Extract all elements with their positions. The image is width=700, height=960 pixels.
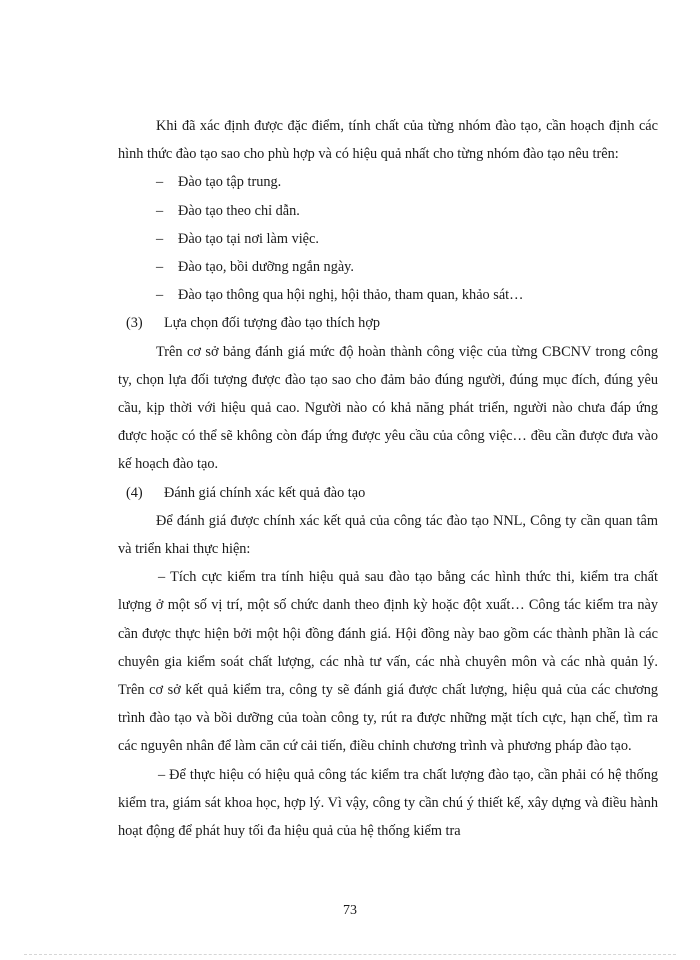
body-text bbox=[118, 112, 658, 845]
bullet-text: Đào tạo theo chỉ dẫn. bbox=[178, 202, 300, 219]
section-number: (3) bbox=[126, 315, 143, 332]
section4-paragraph: Để đánh giá được chính xác kết quả của công tác đào tạo NNL, Công ty cần quan tâm và triển khai thực hiện: bbox=[118, 512, 658, 558]
page-bottom-divider bbox=[24, 954, 676, 955]
intro-paragraph: Khi đã xác định được đặc điểm, tính chất của từng nhóm đào tạo, cần hoạch định các hình thức đào tạo sao cho phù hợp và có hiệu quả nhất cho từng nhóm đào tạo nêu trên: bbox=[118, 118, 658, 163]
bullet-text: Đào tạo tại nơi làm việc. bbox=[178, 230, 319, 247]
bullet-marker: – bbox=[156, 202, 164, 219]
bullet-text: Đào tạo thông qua hội nghị, hội thảo, tham quan, khảo sát… bbox=[178, 287, 524, 304]
bullet-text: Đào tạo tập trung. bbox=[178, 174, 282, 191]
bullet-text: Đào tạo, bồi dưỡng ngắn ngày. bbox=[178, 259, 354, 276]
bullet-item bbox=[118, 281, 658, 309]
section-number: (4) bbox=[126, 484, 143, 501]
section-title: Lựa chọn đối tượng đào tạo thích hợp bbox=[164, 315, 381, 332]
section4-item-2: – Để thực hiệu có hiệu quả công tác kiểm tra chất lượng đào tạo, cần phải có hệ thống kiểm tra, giám sát khoa học, hợp lý. Vì vậy, công ty cần chú ý thiết kế, xây dựng và điều hành hoạt động để phát huy tối đa hiệu quả của hệ thống kiểm tra bbox=[118, 766, 658, 840]
bullet-marker: – bbox=[156, 174, 164, 191]
section-title: Đánh giá chính xác kết quả đào tạo bbox=[164, 484, 366, 501]
page-number: 73 bbox=[343, 903, 357, 918]
section-heading-3 bbox=[118, 309, 658, 337]
bullet-item bbox=[118, 197, 658, 225]
bullet-marker: – bbox=[156, 287, 164, 304]
bullet-item bbox=[118, 168, 658, 196]
bullet-item bbox=[118, 253, 658, 281]
bullet-item bbox=[118, 225, 658, 253]
section4-item-1: – Tích cực kiểm tra tính hiệu quả sau đào tạo bằng các hình thức thi, kiểm tra chất lượng ở một số vị trí, một số chức danh theo định kỳ hoặc đột xuất… Công tác kiểm tra này cần được thực hiện bởi một hội đồng đánh giá. Hội đồng này bao gồm các thành phần là các chuyên gia kiểm soát chất lượng, các nhà tư vấn, các nhà chuyên môn và các nhà quản lý. Trên cơ sở kết quả kiểm tra, công ty sẽ đánh giá được chất lượng, hiệu quả của các chương trình đào tạo và bồi dưỡng của toàn công ty, rút ra được những mặt tích cực, hạn chế, tìm ra các nguyên nhân để làm căn cứ cải tiến, điều chỉnh chương trình và phương pháp đào tạo. bbox=[118, 569, 658, 755]
section-heading-4 bbox=[118, 479, 658, 507]
section3-paragraph: Trên cơ sở bảng đánh giá mức độ hoàn thành công việc của từng CBCNV trong công ty, chọn lựa đối tượng được đào tạo sao cho đảm bảo đúng người, đúng mục đích, đúng yêu cầu, kịp thời với hiệu quả cao. Người nào có khả năng phát triển, người nào chưa đáp ứng được hoặc có thể sẽ không còn đáp ứng được yêu cầu của công việc… đều cần được đưa vào kế hoạch đào tạo. bbox=[118, 343, 658, 473]
bullet-marker: – bbox=[156, 230, 164, 247]
bullet-marker: – bbox=[156, 259, 164, 276]
